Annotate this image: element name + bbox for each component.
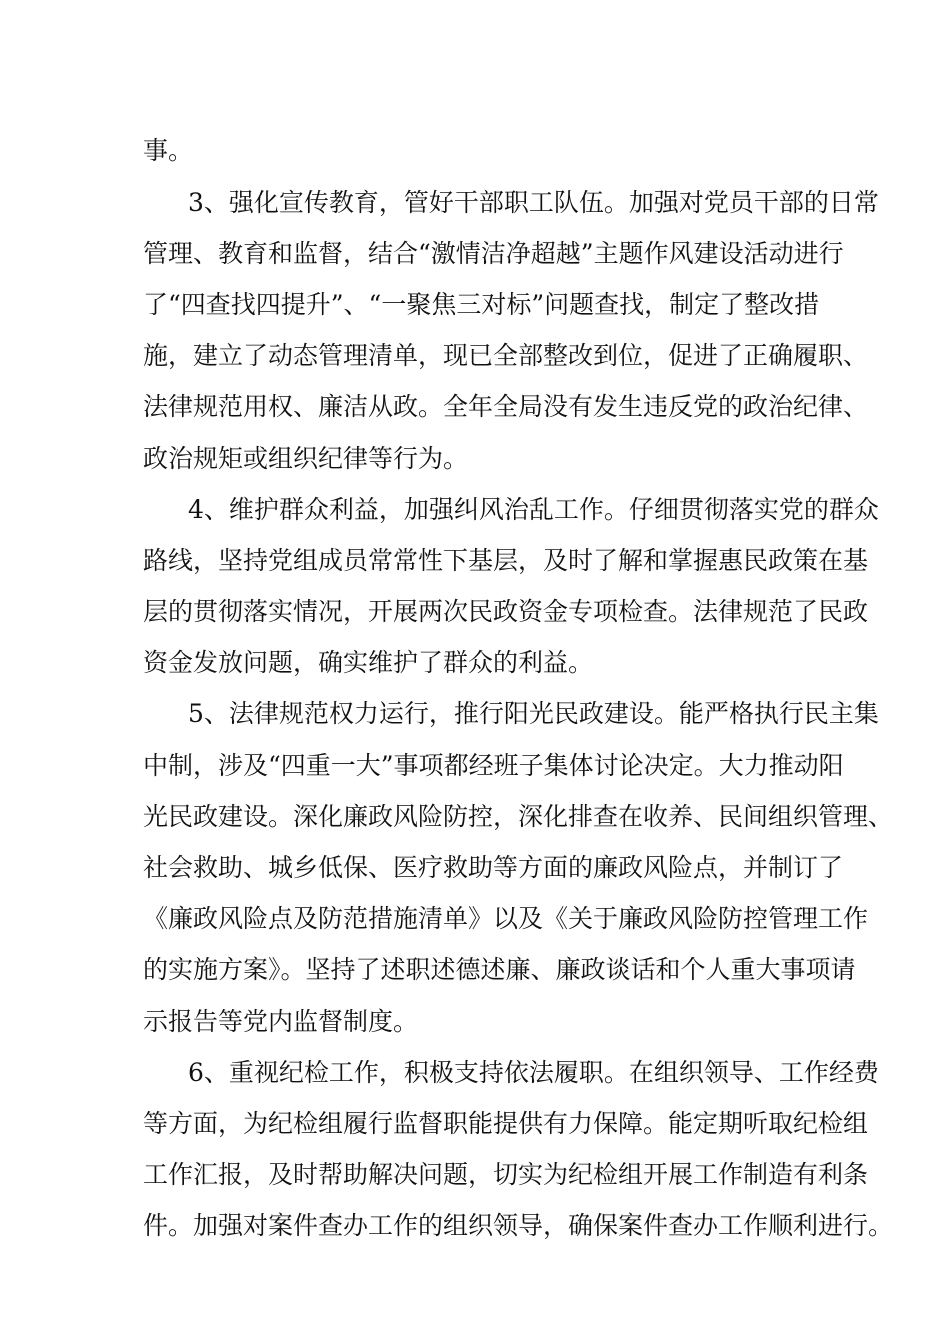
text-line: 的实施方案》。坚持了述职述德述廉、廉政谈话和个人重大事项请	[143, 955, 856, 984]
text-line: 施，建立了动态管理清单，现已全部整改到位，促进了正确履职、	[143, 341, 869, 370]
text-line: 件。加强对案件查办工作的组织领导，确保案件查办工作顺利进行。	[143, 1211, 894, 1240]
text-line: 层的贯彻落实情况，开展两次民政资金专项检查。法律规范了民政	[143, 597, 869, 626]
text-line: 资金发放问题，确实维护了群众的利益。	[143, 648, 594, 677]
text-line: 示报告等党内监督制度。	[143, 1007, 419, 1036]
text-line: 工作汇报，及时帮助解决问题，切实为纪检组开展工作制造有利条	[143, 1160, 869, 1189]
text-line: 《廉政风险点及防范措施清单》以及《关于廉政风险防控管理工作	[143, 904, 869, 933]
paragraph-6-line: 6、重视纪检工作，积极支持依法履职。在组织领导、工作经费	[188, 1058, 879, 1087]
text-line: 了“四查找四提升”、“一聚焦三对标”问题查找，制定了整改措	[143, 290, 820, 319]
text-line: 管理、教育和监督，结合“激情洁净超越”主题作风建设活动进行	[143, 239, 844, 268]
paragraph-4-line: 4、维护群众利益，加强纠风治乱工作。仔细贯彻落实党的群众	[188, 495, 879, 524]
text-line: 社会救助、城乡低保、医疗救助等方面的廉政风险点，并制订了	[143, 853, 844, 882]
paragraph-3-line: 3、强化宣传教育，管好干部职工队伍。加强对党员干部的日常	[188, 188, 879, 217]
text-line: 事。	[143, 136, 194, 165]
text-line: 中制，涉及“四重一大”事项都经班子集体讨论决定。大力推动阳	[143, 751, 844, 780]
text-line: 路线，坚持党组成员常常性下基层，及时了解和掌握惠民政策在基	[143, 546, 869, 575]
text-line: 法律规范用权、廉洁从政。全年全局没有发生违反党的政治纪律、	[143, 392, 869, 421]
text-line: 等方面，为纪检组履行监督职能提供有力保障。能定期听取纪检组	[143, 1109, 869, 1138]
paragraph-5-line: 5、法律规范权力运行，推行阳光民政建设。能严格执行民主集	[188, 699, 879, 728]
text-line: 光民政建设。深化廉政风险防控，深化排查在收养、民间组织管理、	[143, 802, 894, 831]
text-line: 政治规矩或组织纪律等行为。	[143, 444, 469, 473]
